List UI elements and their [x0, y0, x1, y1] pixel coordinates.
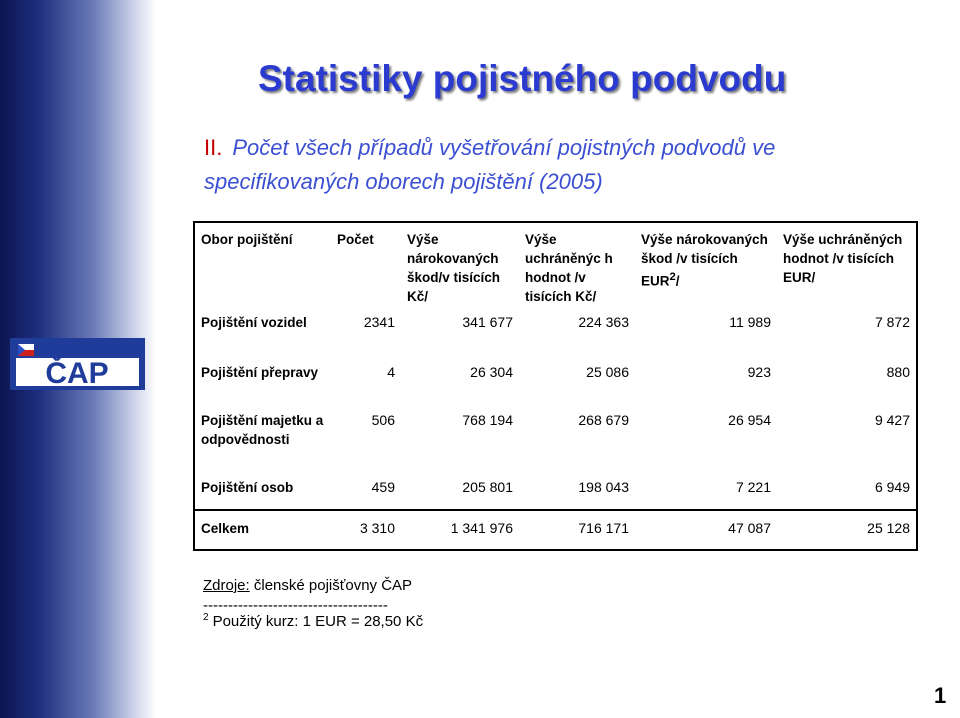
row-saved-czk: 268 679 [578, 412, 629, 428]
section-number: II. [204, 135, 223, 160]
row-saved-czk: 224 363 [578, 314, 629, 330]
row-saved-czk: 198 043 [578, 479, 629, 495]
header-claimed-eur-text: Výše nárokovaných škod /v tisících EUR [641, 232, 768, 289]
row-count: 459 [371, 479, 395, 495]
section-subtitle [204, 131, 924, 199]
page-title: Statistiky pojistného podvodu [258, 58, 787, 99]
row-claimed-eur: 923 [747, 364, 771, 380]
separator-line: ------------------------------------- [203, 597, 388, 614]
row-claimed-czk: 26 304 [470, 364, 513, 380]
source-label: Zdroje: [203, 577, 250, 594]
total-category: Celkem [194, 510, 331, 550]
table-total-row [194, 510, 917, 550]
footnote-marker: 2 [203, 612, 209, 623]
footnote-text: Použitý kurz: 1 EUR = 28,50 Kč [212, 613, 424, 630]
row-count: 506 [371, 412, 395, 428]
row-saved-eur: 9 427 [874, 412, 910, 428]
total-claimed-eur: 47 087 [635, 510, 777, 550]
header-claimed-eur-sup: 2 [669, 271, 676, 283]
row-saved-czk: 25 086 [586, 364, 629, 380]
row-category: Pojištění majetku a odpovědnosti [201, 413, 324, 447]
header-claimed-eur-suffix: / [675, 273, 680, 289]
row-category: Pojištění vozidel [201, 315, 307, 330]
row-claimed-czk: 341 677 [462, 314, 513, 330]
total-count: 3 310 [331, 510, 401, 550]
row-category: Pojištění přepravy [201, 365, 319, 380]
header-claimed-eur [635, 222, 777, 310]
source-text: členské pojišťovny ČAP [253, 577, 413, 594]
total-saved-eur: 25 128 [777, 510, 917, 550]
row-saved-eur: 880 [886, 364, 910, 380]
cap-logo [10, 338, 145, 390]
header-saved-eur: Výše uchráněných hodnot /v tisících EUR/ [783, 232, 903, 285]
row-saved-eur: 6 949 [874, 479, 910, 495]
row-count: 4 [387, 364, 395, 380]
footnote [203, 612, 423, 630]
total-saved-czk: 716 171 [519, 510, 635, 550]
row-claimed-czk: 205 801 [462, 479, 513, 495]
row-claimed-eur: 26 954 [728, 412, 771, 428]
row-category: Pojištění osob [201, 480, 294, 495]
row-claimed-czk: 768 194 [462, 412, 513, 428]
row-claimed-eur: 7 221 [735, 479, 771, 495]
logo-text: ČAP [45, 357, 109, 390]
header-obor: Obor pojištění [201, 232, 293, 247]
row-count: 2341 [363, 314, 395, 330]
row-saved-eur: 7 872 [874, 314, 910, 330]
source-note [203, 577, 412, 594]
table-row [194, 310, 917, 360]
table-header-row [194, 222, 917, 310]
table-row [194, 408, 917, 472]
header-claimed-czk: Výše nárokovaných škod/v tisících Kč/ [407, 232, 501, 304]
table-row [194, 360, 917, 408]
header-saved-czk: Výše uchráněnýc h hodnot /v tisících Kč/ [525, 232, 613, 304]
total-claimed-czk: 1 341 976 [401, 510, 519, 550]
header-pocet: Počet [337, 232, 374, 247]
section-subtitle-text: Počet všech případů vyšetřování pojistných podvodů ve specifikovaných oborech pojištění (2005) [204, 135, 776, 194]
page-number: 1 [934, 683, 947, 708]
table-row [194, 472, 917, 510]
statistics-table [193, 221, 918, 551]
row-claimed-eur: 11 989 [729, 314, 771, 330]
